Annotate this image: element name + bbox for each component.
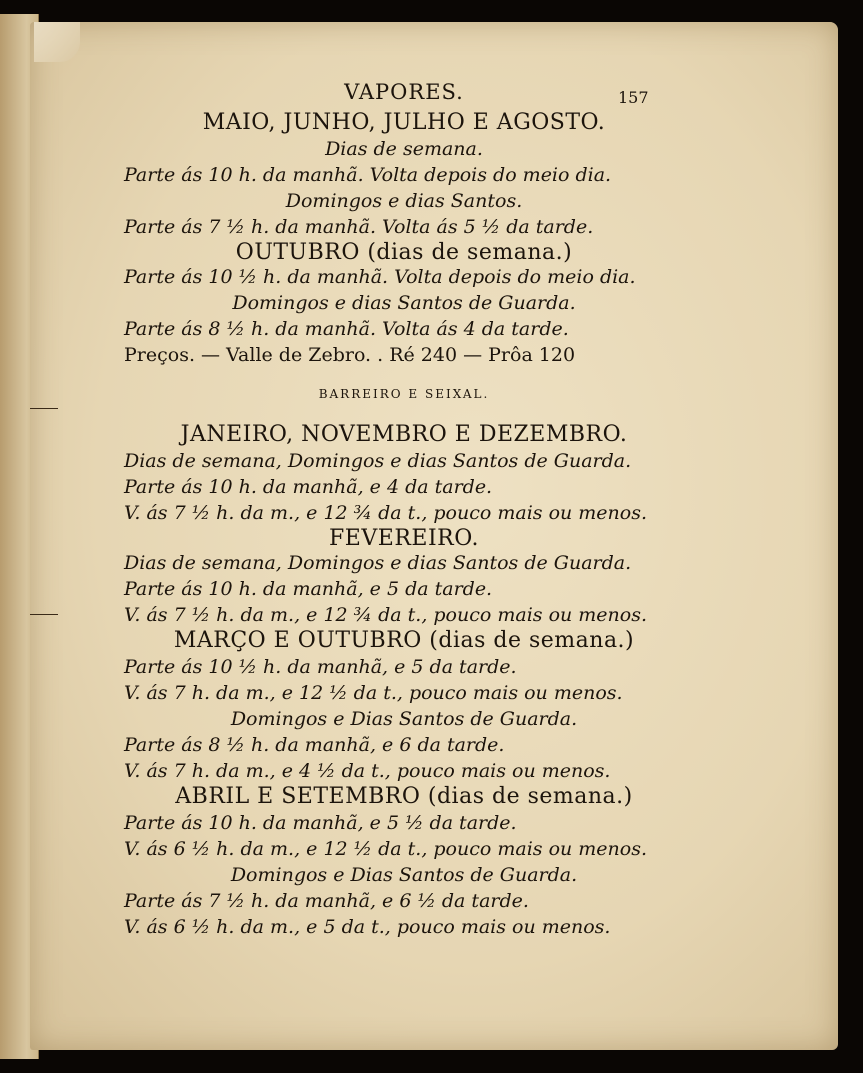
- text-line: Parte ás 8 ½ h. da manhã. Volta ás 4 da tarde.: [124, 318, 569, 340]
- page-number: 157: [618, 88, 649, 107]
- text-line: Parte ás 10 h. da manhã, e 5 da tarde.: [124, 578, 493, 600]
- subheading: Dias de semana.: [325, 138, 483, 160]
- text-line: V. ás 7 ½ h. da m., e 12 ¾ da t., pouco mais ou menos.: [124, 502, 648, 524]
- running-head: VAPORES.: [344, 80, 464, 104]
- text-line: Parte ás 7 ½ h. da manhã, e 6 ½ da tarde.: [124, 890, 529, 912]
- text-line: V. ás 7 h. da m., e 12 ½ da t., pouco mais ou menos.: [124, 682, 623, 704]
- section-heading: JANEIRO, NOVEMBRO E DEZEMBRO.: [180, 422, 628, 447]
- text-line: V. ás 6 ½ h. da m., e 5 da t., pouco mais ou menos.: [124, 916, 611, 938]
- subheading: Domingos e dias Santos de Guarda.: [232, 292, 576, 314]
- text-line: Parte ás 8 ½ h. da manhã, e 6 da tarde.: [124, 734, 505, 756]
- text-line: Parte ás 10 h. da manhã, e 5 ½ da tarde.: [124, 812, 517, 834]
- section-heading: MAIO, JUNHO, JULHO E AGOSTO.: [202, 110, 606, 135]
- section-heading: MARÇO E OUTUBRO (dias de semana.): [173, 628, 635, 653]
- text-line: Parte ás 10 ½ h. da manhã. Volta depois do meio dia.: [124, 266, 636, 288]
- text-line: Parte ás 7 ½ h. da manhã. Volta ás 5 ½ da tarde.: [124, 216, 594, 238]
- subheading: Domingos e Dias Santos de Guarda.: [230, 708, 578, 730]
- text-line: Parte ás 10 ½ h. da manhã, e 5 da tarde.: [124, 656, 517, 678]
- subheading: Domingos e Dias Santos de Guarda.: [230, 864, 578, 886]
- section-heading: FEVEREIRO.: [329, 526, 479, 551]
- section-heading: ABRIL E SETEMBRO (dias de semana.): [175, 784, 633, 809]
- text-line: Parte ás 10 h. da manhã. Volta depois do meio dia.: [124, 164, 612, 186]
- subheading: Domingos e dias Santos.: [285, 190, 523, 212]
- text-line: Dias de semana, Domingos e dias Santos de Guarda.: [124, 450, 632, 472]
- text-line: V. ás 6 ½ h. da m., e 12 ½ da t., pouco mais ou menos.: [124, 838, 648, 860]
- text-line: V. ás 7 ½ h. da m., e 12 ¾ da t., pouco mais ou menos.: [124, 604, 648, 626]
- gutter-mark: [30, 614, 58, 615]
- section-subtitle: BARREIRO E SEIXAL.: [318, 387, 490, 401]
- text-line: Parte ás 10 h. da manhã, e 4 da tarde.: [124, 476, 493, 498]
- prices-line: Preços. — Valle de Zebro. . Ré 240 — Prôa 120: [124, 344, 576, 366]
- page-corner-fold: [34, 22, 80, 62]
- text-line: Dias de semana, Domingos e dias Santos de Guarda.: [124, 552, 632, 574]
- section-heading: OUTUBRO (dias de semana.): [235, 240, 573, 265]
- gutter-mark: [30, 408, 58, 409]
- text-line: V. ás 7 h. da m., e 4 ½ da t., pouco mais ou menos.: [124, 760, 611, 782]
